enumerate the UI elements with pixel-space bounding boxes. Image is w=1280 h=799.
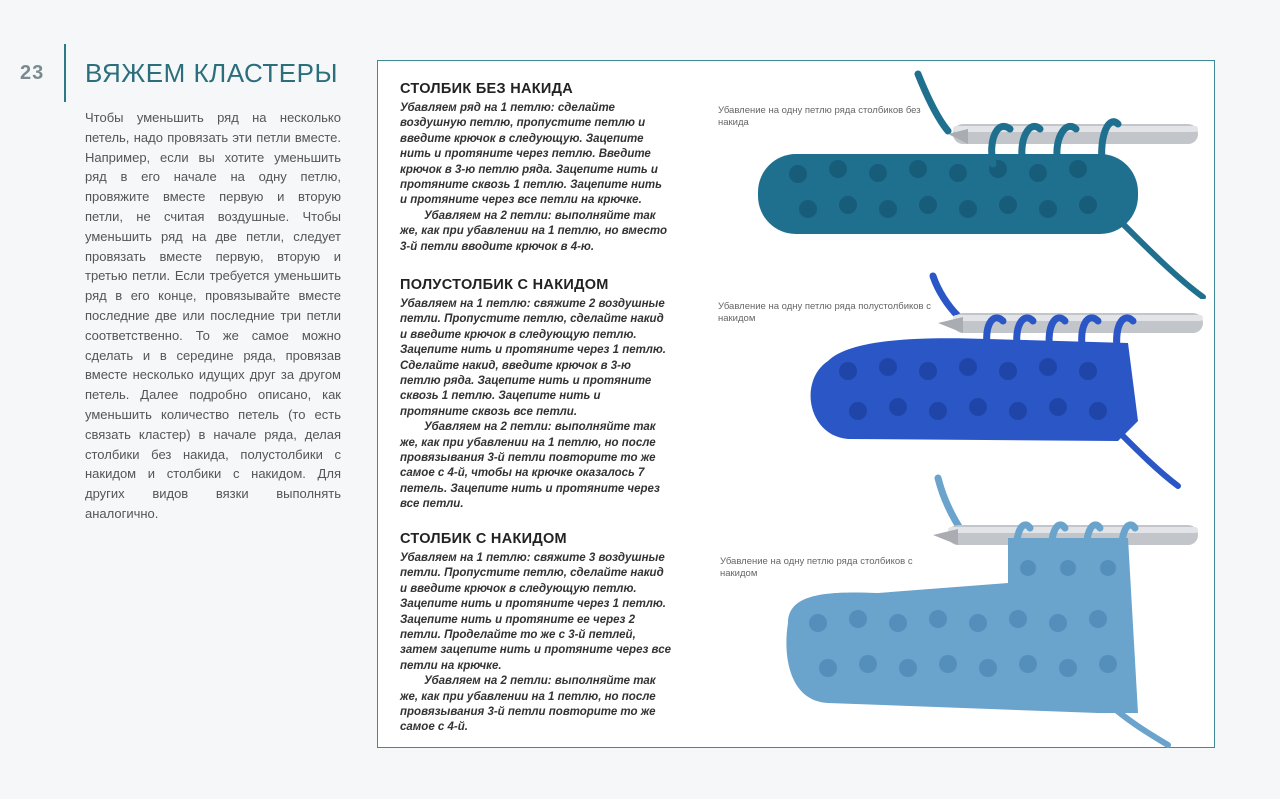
section-double-crochet <box>400 531 672 736</box>
photo-caption: Убавление на одну петлю ряда полустолбиков с накидом <box>718 301 931 324</box>
section-paragraph: Убавляем на 2 петли: выполняйте так же, как при убавлении на 1 петлю, но после провязывания 3-й петли повторите то же самое с 4-й, чтобы на крючке оказалось 7 петель. Зацепите нить и протяните через все петли. <box>400 421 660 511</box>
photo-caption: Убавление на одну петлю ряда столбиков без накида <box>718 105 921 128</box>
crochet-swatch-image <box>768 473 1208 748</box>
section-single-crochet <box>400 81 672 255</box>
section-paragraph: Убавляем на 1 петлю: свяжите 3 воздушные петли. Пропустите петлю, сделайте накид и введите крючок в следующую петлю. Зацепите нить и протяните через 1 петлю. Зацепите нить и протяните ее через 2 петли. Проделайте то же с 3-й петлей, затем зацепите нить и протяните через все петли на крючке. <box>400 552 671 672</box>
crochet-swatch-image <box>788 271 1208 501</box>
instructions-box <box>377 60 1215 748</box>
section-paragraph: Убавляем на 2 петли: выполняйте так же, как при убавлении на 1 петлю, но после провязывания 3-й петли повторите то же самое с 4-й. <box>400 675 656 734</box>
intro-paragraph: Чтобы уменьшить ряд на несколько петель, надо провязать эти петли вместе. Например, если вы хотите уменьшить ряд в его начале на одну петлю, провяжите вместе первую и вторую петли, не считая воздушные. Чтобы уменьшить ряд на две петли, следует провязать вместе первую, вторую и третью петли. Если требуется уменьшить ряд в его конце, провязывайте вместе последние две или последние три петли соответственно. То же самое можно сделать и в середине ряда, провязав вместе несколько идущих друг за другом петель. Далее подробно описано, как уменьшить количество петель (то есть связать кластер) в начале ряда, делая столбики без накида, полустолбики с накидом и столбики с накидом. Для других видов вязки выполнять аналогично. <box>85 110 341 521</box>
section-heading: ПОЛУСТОЛБИК С НАКИДОМ <box>400 277 609 293</box>
page-divider <box>64 44 66 102</box>
section-half-double-crochet <box>400 277 672 513</box>
crochet-swatch-image <box>748 69 1208 299</box>
section-heading: СТОЛБИК БЕЗ НАКИДА <box>400 81 574 97</box>
chapter-title: ВЯЖЕМ КЛАСТЕРЫ <box>85 58 338 88</box>
section-paragraph: Убавляем ряд на 1 петлю: сделайте воздушную петлю, пропустите петлю и введите крючок в следующую. Зацепите нить и протяните через петлю. Введите крючок в 3-ю петлю ряда. Зацепите нить и протяните сквозь 1 петлю. Зацепите нить и протяните через все петли на крючке. <box>400 102 662 207</box>
photo-caption: Убавление на одну петлю ряда столбиков с накидом <box>720 556 913 579</box>
page-number: 23 <box>20 62 45 84</box>
section-heading: СТОЛБИК С НАКИДОМ <box>400 531 567 547</box>
section-paragraph: Убавляем на 2 петли: выполняйте так же, как при убавлении на 1 петлю, но вместо 3-й петли вводите крючок в 4-ю. <box>400 209 667 253</box>
section-paragraph: Убавляем на 1 петлю: свяжите 2 воздушные петли. Пропустите петлю, сделайте накид и введите крючок в следующую петлю. Зацепите нить и протяните через 1 петлю. Сделайте накид, введите крючок в 3-ю петлю ряда. Зацепите нить и протяните сквозь 1 петлю. Зацепите нить и протяните сквозь все петли. <box>400 298 666 418</box>
